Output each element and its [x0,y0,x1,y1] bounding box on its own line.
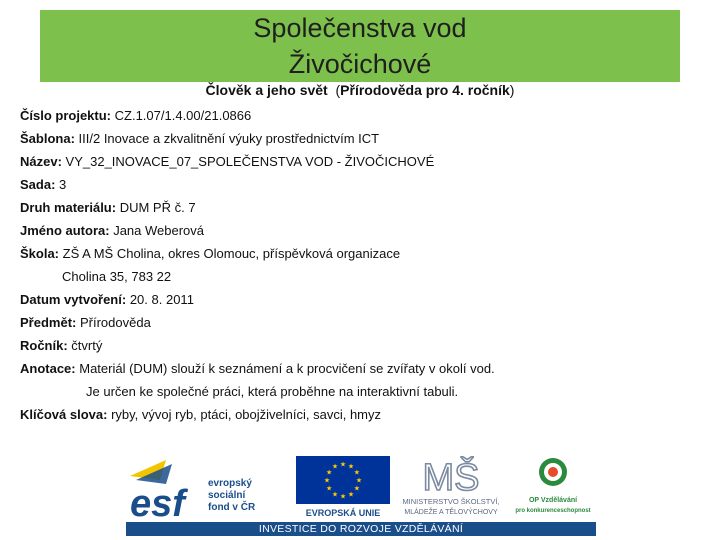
svg-text:fond v ČR: fond v ČR [208,502,256,513]
field-nazev: Název: VY_32_INOVACE_07_SPOLEČENSTVA VOD - ŽIVOČICHOVÉ [20,154,435,169]
svg-text:MŠ: MŠ [422,457,480,499]
svg-text:pro konkurenceschopnost: pro konkurenceschopnost [515,508,591,514]
field-cislo: Číslo projektu: CZ.1.07/1.4.00/21.0866 [20,108,252,123]
svg-text:EVROPSKÁ UNIE: EVROPSKÁ UNIE [305,508,381,518]
op-vzdelavani-logo [510,452,596,522]
svg-text:sociální: sociální [208,490,246,501]
field-jmeno: Jméno autora: Jana Weberová [20,223,205,238]
field-skola: Škola: ZŠ A MŠ Cholina, okres Olomouc, příspěvková organizace [20,246,401,261]
field-sada: Sada: 3 [20,177,67,192]
subtitle-grade: Přírodověda pro 4. ročník [340,82,510,98]
svg-text:esf: esf [130,483,185,522]
esf-logo [126,452,284,522]
field-klicova-slova: Klíčová slova: ryby, vývoj ryb, ptáci, obojživelníci, savci, hmyz [20,407,382,422]
subtitle-paren: (Přírodověda pro 4. ročník) [335,82,515,98]
field-rocnik: Ročník: čtvrtý [20,338,103,353]
eu-star-icon: ★ [347,462,355,471]
subtitle-main: Člověk a jeho svět [205,82,328,98]
title-line-2: Živočichové [288,49,432,79]
metadata-block [20,104,710,426]
funding-logos [126,452,596,534]
eu-star-icon: ★ [331,462,339,471]
svg-text:evropský: evropský [208,478,252,489]
field-druh: Druh materiálu: DUM PŘ č. 7 [20,200,196,215]
field-anotace-line2: Je určen ke společné práci, která proběhne na interaktivní tabuli. [86,384,459,399]
field-skola-address: Cholina 35, 783 22 [62,269,172,284]
eu-star-icon: ★ [323,476,331,485]
field-anotace: Anotace: Materiál (DUM) slouží k seznámení a k procvičení se zvířaty v okolí vod. [20,361,495,376]
title-banner [40,10,680,82]
eu-star-icon: ★ [353,468,361,477]
svg-text:MINISTERSTVO ŠKOLSTVÍ,: MINISTERSTVO ŠKOLSTVÍ, [402,497,500,506]
subtitle [0,82,720,98]
eu-star-icon: ★ [355,476,363,485]
field-datum: Datum vytvoření: 20. 8. 2011 [20,292,194,307]
eu-star-icon: ★ [347,490,355,499]
eu-star-icon: ★ [325,484,333,493]
eu-star-icon: ★ [339,492,347,501]
eu-star-icon: ★ [331,490,339,499]
investice-banner: INVESTICE DO ROZVOJE VZDĚLÁVÁNÍ [126,522,596,536]
msmt-logo [398,450,504,522]
eu-star-icon: ★ [325,468,333,477]
svg-text:OP Vzdělávání: OP Vzdělávání [528,497,578,504]
eu-star-icon: ★ [339,460,347,469]
eu-star-icon: ★ [353,484,361,493]
title-line-1: Společenstva vod [253,13,467,43]
field-predmet: Předmět: Přírodověda [20,315,151,330]
eu-flag-logo [292,452,394,522]
field-sablona: Šablona: III/2 Inovace a zkvalitnění výuky prostřednictvím ICT [20,131,380,146]
svg-text:MLÁDEŽE A TĚLOVÝCHOVY: MLÁDEŽE A TĚLOVÝCHOVY [404,509,498,516]
